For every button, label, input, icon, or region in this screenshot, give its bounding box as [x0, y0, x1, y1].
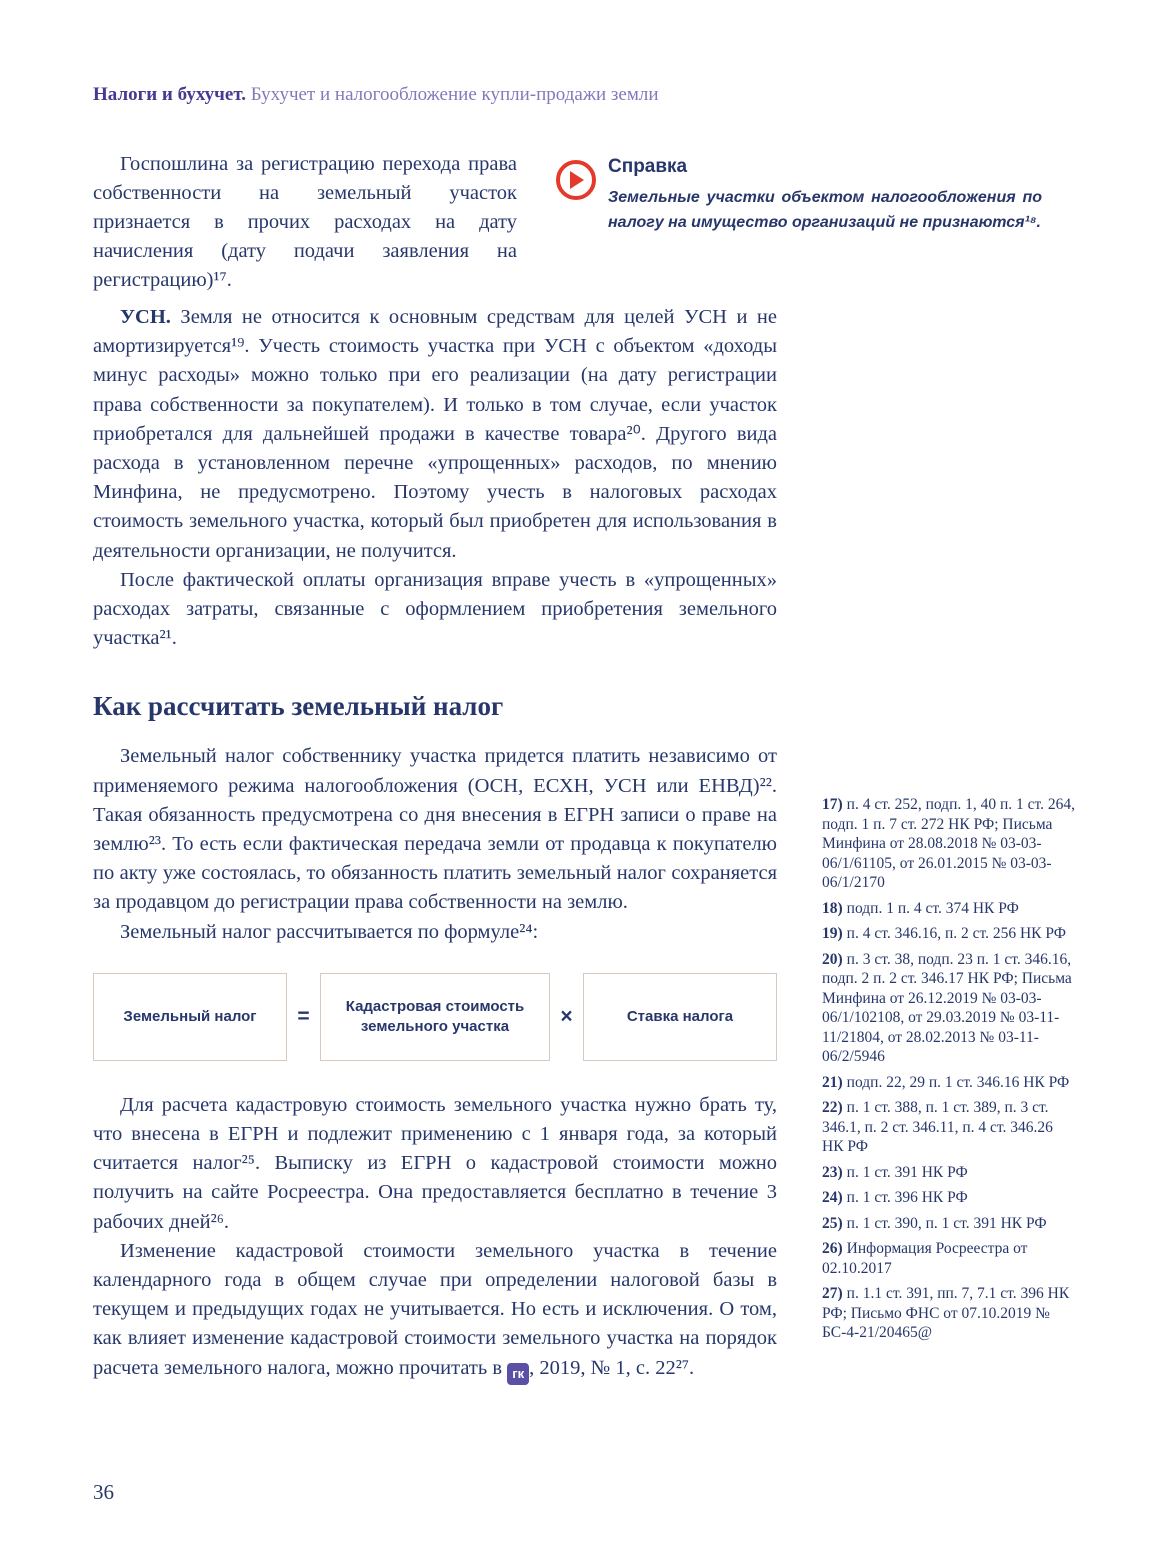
footnote — [822, 899, 1076, 919]
footnote-text: п. 1 ст. 396 НК РФ — [846, 1189, 968, 1206]
formula-diagram — [93, 973, 777, 1061]
footnote-number: 18) — [822, 899, 843, 917]
gk-magazine-icon: гк — [507, 1363, 529, 1385]
footnote-number: 20) — [822, 950, 843, 968]
page-header — [93, 84, 659, 106]
footnote-number: 21) — [822, 1073, 843, 1091]
formula-box-land-tax: Земельный налог — [93, 973, 287, 1061]
paid-paragraph: После фактической оплаты организация вправе учесть в «упрощенных» расходах затраты, связанные с оформлением приобретения земельного участка²¹. — [93, 568, 777, 650]
footnote-number: 26) — [822, 1240, 843, 1257]
footnotes-column — [822, 795, 1076, 1349]
footnote-text: п. 1 ст. 388, п. 1 ст. 389, п. 3 ст. 346.1, п. 2 ст. 346.11, п. 4 ст. 346.26 НК РФ — [822, 1099, 1053, 1155]
usn-lead: УСН. — [120, 306, 171, 328]
footnote-number: 25) — [822, 1214, 843, 1232]
play-circle-icon — [556, 160, 596, 200]
intro-paragraph: Госпошлина за регистрацию перехода права собственности на земельный участок признается в прочих расходах на дату начисления (дату подачи заявления на регистрацию)¹⁷. — [93, 153, 517, 291]
footnote-text: п. 1.1 ст. 391, пп. 7, 7.1 ст. 396 НК РФ; Письмо ФНС от 07.10.2019 № БС-4-21/20465@ — [822, 1285, 1070, 1341]
formula-box-tax-rate: Ставка налога — [583, 973, 777, 1061]
footnote-text: п. 1 ст. 390, п. 1 ст. 391 НК РФ — [846, 1214, 1047, 1232]
footnote — [822, 1098, 1076, 1157]
page-number: 36 — [93, 1480, 114, 1504]
footnote-number: 22) — [822, 1099, 843, 1116]
footnote-text: п. 4 ст. 346.16, п. 2 ст. 256 НК РФ — [846, 925, 1066, 942]
spravka-callout — [556, 156, 1042, 235]
multiply-sign: × — [560, 1004, 573, 1028]
change-paragraph — [93, 1237, 777, 1385]
main-column — [93, 303, 777, 1385]
change-text-before: Изменение кадастровой стоимости земельного участка в течение календарного года в общем случае при определении налоговой базы в текущем и предыдущих годах не учитывается. Но есть и исключения. О том, как влияет изменение кадастровой стоимости земельного участка на порядок расчета земельного налога, можно прочитать в — [93, 1239, 777, 1379]
footnote-number: 24) — [822, 1189, 843, 1206]
footnote — [822, 1188, 1076, 1208]
footnote-text: подп. 1 п. 4 ст. 374 НК РФ — [846, 899, 1019, 917]
section-heading: Как рассчитать земельный налог — [93, 691, 504, 722]
usn-text: Земля не относится к основным средствам для целей УСН и не амортизируется¹⁹. Учесть стоимость участка при УСН с объектом «доходы минус расходы» можно только при его реализации (на дату регистрации права собственности за покупателем). И только в том случае, если участок приобретался для дальнейшей продажи в качестве товара²⁰. Другого вида расхода в установленном перечне «упрощенных» расходов, по мнению Минфина, не предусмотрено. Поэтому учесть в налоговых расходах стоимость земельного участка, который был приобретен для использования в деятельности организации, не получится. — [93, 306, 777, 562]
header-subtitle: Бухучет и налогообложение купли-продажи земли — [250, 84, 659, 105]
footnote-number: 27) — [822, 1285, 843, 1302]
footnote — [822, 1214, 1076, 1234]
formula-intro: Земельный налог рассчитывается по формуле²⁴: — [120, 920, 539, 943]
footnote — [822, 924, 1076, 944]
play-triangle-icon — [570, 171, 584, 189]
footnote — [822, 950, 1076, 1067]
formula-box-cadastral-value: Кадастровая стоимость земельного участка — [320, 973, 550, 1061]
footnote — [822, 1163, 1076, 1183]
footnote — [822, 1284, 1076, 1343]
land-tax-paragraph: Земельный налог собственнику участка придется платить независимо от применяемого режима налогообложения (ОСН, ЕСХН, УСН или ЕНВД)²². Такая обязанность предусмотрена со дня внесения в ЕГРН записи о праве на землю²³. То есть если фактическая передача земли от продавца к покупателю по акту уже состоялась, то обязанность платить земельный налог сохраняется за продавцом до регистрации права собственности на землю. — [93, 745, 777, 914]
cadastral-paragraph: Для расчета кадастровую стоимость земельного участка нужно брать ту, что внесена в ЕГРН и подлежит применению с 1 января года, за который считается налог²⁵. Выписку из ЕГРН о кадастровой стоимости можно получить на сайте Росреестра. Она предоставляется бесплатно в течение 3 рабочих дней²⁶. — [93, 1093, 777, 1233]
footnote — [822, 1073, 1076, 1093]
usn-paragraph — [93, 303, 777, 566]
footnote-text: Информация Росреестра от 02.10.2017 — [822, 1240, 1028, 1277]
header-brand: Налоги и бухучет. — [93, 84, 246, 105]
equals-sign: = — [297, 1004, 310, 1028]
footnote-number: 23) — [822, 1163, 843, 1181]
footnote-number: 17) — [822, 796, 843, 813]
footnote — [822, 795, 1076, 893]
callout-text-block — [608, 156, 1042, 235]
footnote-text: п. 1 ст. 391 НК РФ — [846, 1163, 968, 1181]
callout-body: Земельные участки объектом налогообложения по налогу на имущество организаций не признаются¹⁸. — [608, 189, 1042, 231]
callout-title: Справка — [608, 156, 688, 177]
footnote — [822, 1239, 1076, 1278]
footnote-text: подп. 22, 29 п. 1 ст. 346.16 НК РФ — [846, 1073, 1070, 1091]
footnote-text: п. 3 ст. 38, подп. 23 п. 1 ст. 346.16, подп. 2 п. 2 ст. 346.17 НК РФ; Письма Минфина от 26.12.2019 № 03-03-06/1/102108, от 29.03.2019 № 03-11-11/21804, от 28.02.2013 № 03-11-06/2/5946 — [822, 950, 1072, 1065]
footnote-text: п. 4 ст. 252, подп. 1, 40 п. 1 ст. 264, подп. 1 п. 7 ст. 272 НК РФ; Письма Минфина от 28.08.2018 № 03-03-06/1/61105, от 26.01.2015 № 03-03-06/1/2170 — [822, 796, 1076, 891]
footnote-number: 19) — [822, 925, 843, 942]
change-text-after: , 2019, № 1, с. 22²⁷. — [529, 1356, 695, 1379]
